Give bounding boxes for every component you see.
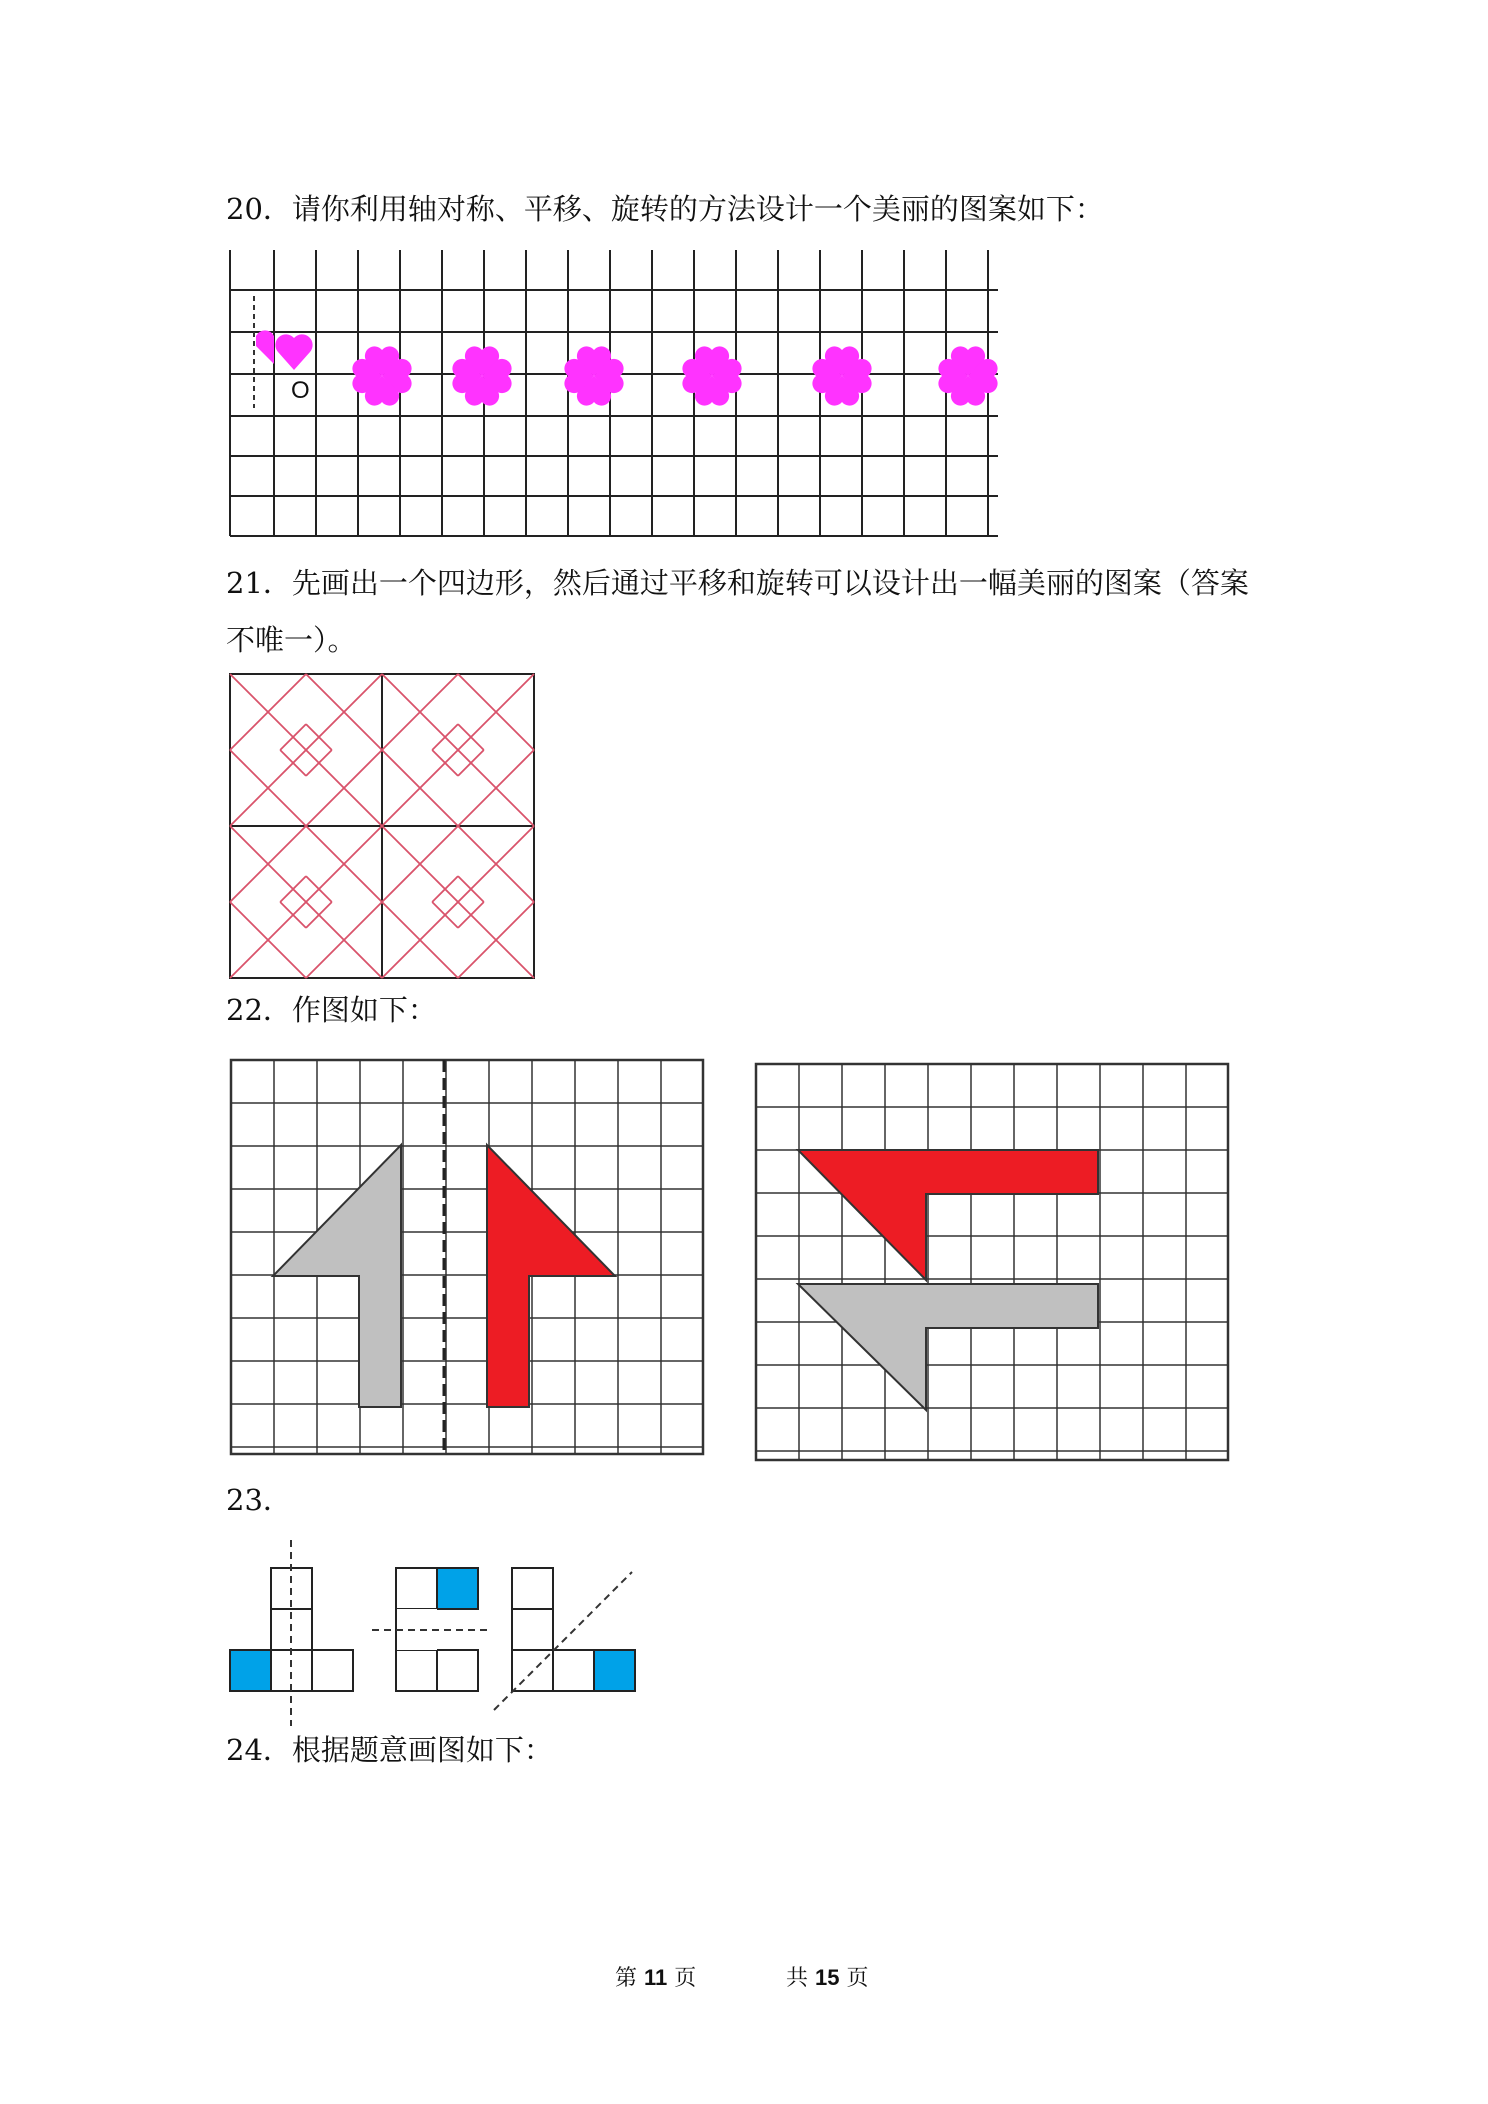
heart-shape [256,330,313,370]
flower-4 [682,346,741,405]
point-o-label: O [291,377,310,404]
question-20: 20．请你利用轴对称、平移、旋转的方法设计一个美丽的图案如下： [226,192,1104,226]
gray-l-shape [798,1284,1098,1410]
question-21-line-1: 21．先画出一个四边形，然后通过平移和旋转可以设计出一幅美丽的图案（答案 [226,566,1249,600]
figure-22-left-reflection [229,1058,709,1458]
figure-23-shapes [228,1530,648,1730]
figure-22-right-rotation [754,1062,1234,1462]
total-pages: 共 15 页 [786,1965,869,1991]
total-page-count: 15 [815,1965,840,1990]
gray-arrow-shape [273,1145,401,1407]
page-number: 第 11 页 [615,1965,697,1991]
question-24: 24．根据题意画图如下： [226,1733,553,1767]
flower-3 [564,346,623,405]
figure-21-quadrilateral-pattern [228,672,538,982]
question-22: 22．作图如下： [226,993,437,1027]
red-l-shape [798,1150,1098,1280]
figure-20-flower-grid [228,248,1000,540]
current-page: 11 [644,1965,668,1990]
question-23: 23． [226,1483,292,1517]
red-arrow-shape [487,1145,615,1407]
flower-1 [352,346,411,405]
flower-2 [452,346,511,405]
question-21-line-2: 不唯一）。 [226,623,357,657]
